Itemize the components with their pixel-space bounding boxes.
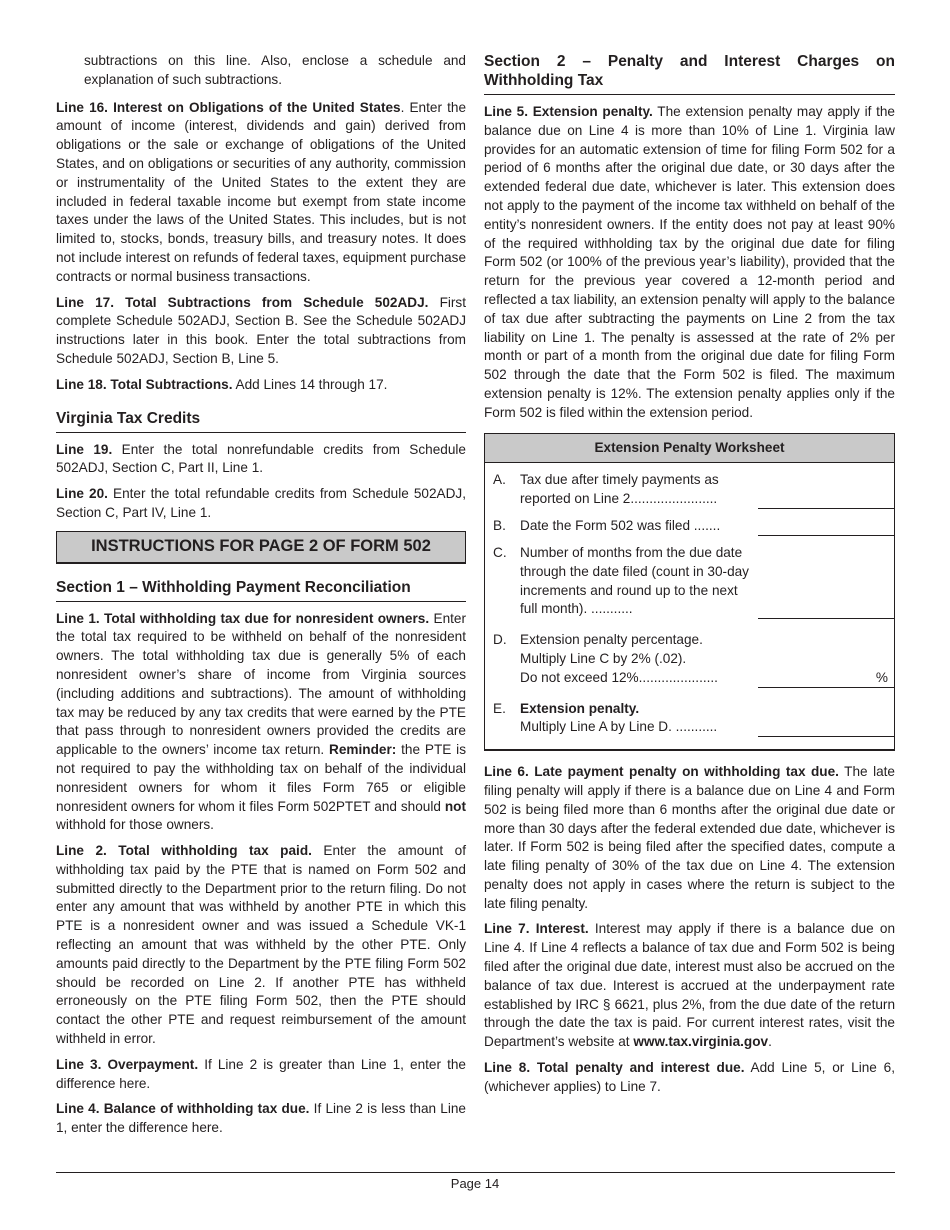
line-2-instruction: Line 2. Total withholding tax paid. Enter the amount of withholding tax paid by the PTE that is named on Form 502 and submitted directly to the Department prior to the return filing. Do not enter any amount that was withheld by another PTE in which this PTE is a nonresident owner and was issued a Schedule VK-1 reflecting an amount that was withheld by the other PTE. Only amounts paid directly to the Department by the PTE filing Form 502 should be recorded on Line 2. If another PTE has withheld erroneously on the PTE filing Form 502, then the PTE should contact the other PTE and request reimbursement of the amount withheld in error. — [56, 843, 466, 1047]
worksheet-row-e: E. Extension penalty. Multiply Line A by Line D. ........... — [485, 700, 894, 738]
footer-divider — [56, 1172, 895, 1173]
virginia-tax-credits-heading: Virginia Tax Credits — [56, 409, 466, 433]
line-8-heading: Line 8. Total penalty and interest due. — [484, 1060, 745, 1076]
tax-website-link[interactable]: www.tax.virginia.gov — [633, 1034, 769, 1050]
right-column — [484, 52, 895, 1104]
worksheet-field-a[interactable] — [758, 490, 894, 509]
line-3-heading: Line 3. Overpayment. — [56, 1056, 199, 1072]
reminder-label: Reminder: — [329, 742, 397, 758]
line-18-heading: Line 18. Total Subtractions. — [56, 376, 233, 392]
line-5-instruction: Line 5. Extension penalty. The extension penalty may apply if the balance due on Line 4 is more than 10% of Line 1. Virginia law provides for an automatic extension of time for filing Form 502 for a period of 6 months after the original due date, or 30 days after the extended federal due date, whichever is later. This extension does not apply to the payment of the income tax withheld on behalf of the entity’s nonresident owners. If the entity does not pay at least 90% of the required withholding tax by the original due date for filing Form 502 (or 100% of the previous year’s liability), provided that the return for the previous year covered a 12-month period and reflected a tax liability, an extension penalty will apply to the balance of tax due after subtracting the payments on Line 2 from the tax liability on Line 1. The penalty is assessed at the rate of 2% per month or part of a month from the original due date for filing Form 502 through the date that the Form 502 is filed. The maximum extension penalty is 12%. The extension penalty applies only if the Form 502 is filed within the extension period. — [484, 104, 895, 420]
line-4-heading: Line 4. Balance of withholding tax due. — [56, 1101, 310, 1117]
line-3-instruction: Line 3. Overpayment. If Line 2 is greater than Line 1, enter the difference here. — [56, 1056, 466, 1091]
line-16-instruction: Line 16. Interest on Obligations of the United States. Enter the amount of income (interest, dividends and gain) derived from obligations or the sale or exchange of obligations of the United States, and on obligations or securities of any authority, commission or instrumentality of the United States to the extent they are included in federal taxable income but exempt from state income taxes under the laws of the United States. This includes, but is not limited to, stocks, bonds, treasury bills, and treasury notes. It does not include interest on refunds of federal taxes, equipment purchase contracts or normal business transactions. — [56, 99, 466, 284]
line-20-instruction: Line 20. Enter the total refundable credits from Schedule 502ADJ, Section C, Part IV, Line 1. — [56, 486, 466, 520]
line-18-instruction: Line 18. Total Subtractions. Add Lines 14 through 17. — [56, 376, 388, 392]
section-1-heading: Section 1 – Withholding Payment Reconciliation — [56, 578, 466, 602]
line-6-instruction: Line 6. Late payment penalty on withholding tax due. The late filing penalty will apply if there is a balance due on Line 4 and Form 502 is being filed more than 6 months after the original due date or more than 30 days after the federal extended due date, whichever is later. If Form 502 is being filed after the specified dates, compute a late filing penalty of 30% of the tax due on Line 4. The extension penalty does not apply in cases where the return is subject to the late filing penalty. — [484, 764, 895, 911]
worksheet-field-e[interactable] — [758, 718, 894, 737]
line-20-heading: Line 20. — [56, 486, 108, 502]
line-16-heading: Line 16. Interest on Obligations of the United States — [56, 99, 401, 115]
worksheet-field-c[interactable] — [758, 600, 894, 619]
line-17-heading: Line 17. Total Subtractions from Schedule 502ADJ. — [56, 294, 429, 310]
worksheet-field-d[interactable]: % — [758, 669, 894, 688]
line-4-instruction: Line 4. Balance of withholding tax due. If Line 2 is less than Line 1, enter the difference here. — [56, 1101, 466, 1136]
extension-penalty-worksheet — [484, 433, 895, 752]
section-2-heading: Section 2 – Penalty and Interest Charges on Withholding Tax — [484, 52, 895, 95]
worksheet-row-d: D. Extension penalty percentage. Multiply Line C by 2% (.02). Do not exceed 12%..................... % — [485, 631, 894, 687]
line-19-instruction: Line 19. Enter the total nonrefundable credits from Schedule 502ADJ, Section C, Part II, Line 1. — [56, 441, 466, 476]
left-column — [56, 52, 466, 1145]
page-2-instructions-banner: INSTRUCTIONS FOR PAGE 2 OF FORM 502 — [56, 531, 466, 564]
continued-paragraph: subtractions on this line. Also, enclose a schedule and explanation of such subtractions. — [84, 53, 466, 87]
line-17-instruction: Line 17. Total Subtractions from Schedule 502ADJ. First complete Schedule 502ADJ, Section B. See the Schedule 502ADJ instructions later in this book. Enter the total subtractions from Schedule 502ADJ, Section B, Line 5. — [56, 294, 467, 366]
line-1-instruction: Line 1. Total withholding tax due for nonresident owners. Enter the total tax required to be withheld on behalf of the nonresident owners. The total withholding tax due is generally 5% of each nonresident owner’s share of income from Virginia sources (including additions and subtractions). The amount of withholding tax may be reduced by any tax credits that were earned by the PTE that pass through to nonresident owners provided the credits are applicable to the owners’ income tax return. Reminder: the PTE is not required to pay the withholding tax on behalf of the individual nonresident owners for whom it files Form 765 or eligible nonresident owners for whom it files Form 502PTET and should not withhold for those owners. — [56, 610, 466, 833]
line-5-heading: Line 5. Extension penalty. — [484, 104, 653, 119]
worksheet-row-c: C. Number of months from the due date through the date filed (count in 30-day increments and round up to the next full month). ........... — [485, 544, 894, 619]
line-2-heading: Line 2. Total withholding tax paid. — [56, 843, 312, 859]
line-8-instruction: Line 8. Total penalty and interest due. Add Line 5, or Line 6, (whichever applies) to Line 7. — [484, 1060, 896, 1094]
line-19-heading: Line 19. — [56, 441, 113, 457]
worksheet-field-b[interactable] — [758, 517, 894, 536]
worksheet-title: Extension Penalty Worksheet — [485, 434, 894, 464]
worksheet-row-b: B. Date the Form 502 was filed ....... — [485, 517, 894, 536]
page-number: Page 14 — [450, 1176, 500, 1191]
line-6-heading: Line 6. Late payment penalty on withholding tax due. — [484, 764, 839, 780]
not-emphasis: not — [444, 798, 466, 814]
line-1-heading: Line 1. Total withholding tax due for nonresident owners. — [56, 610, 430, 626]
worksheet-row-a: A. Tax due after timely payments as reported on Line 2....................... — [485, 471, 894, 509]
line-7-heading: Line 7. Interest. — [484, 921, 589, 937]
line-7-instruction: Line 7. Interest. Interest may apply if there is a balance due on Line 4. If Line 4 reflects a balance of tax due and Form 502 is being filed after the original due date, interest must also be accrued on the balance of tax due. Interest is accrued at the underpayment rate established by IRC § 6621, plus 2%, from the due date of the return through the date the tax is paid. For current interest rates, visit the Department’s website at www.tax.virginia.gov. — [484, 921, 896, 1050]
